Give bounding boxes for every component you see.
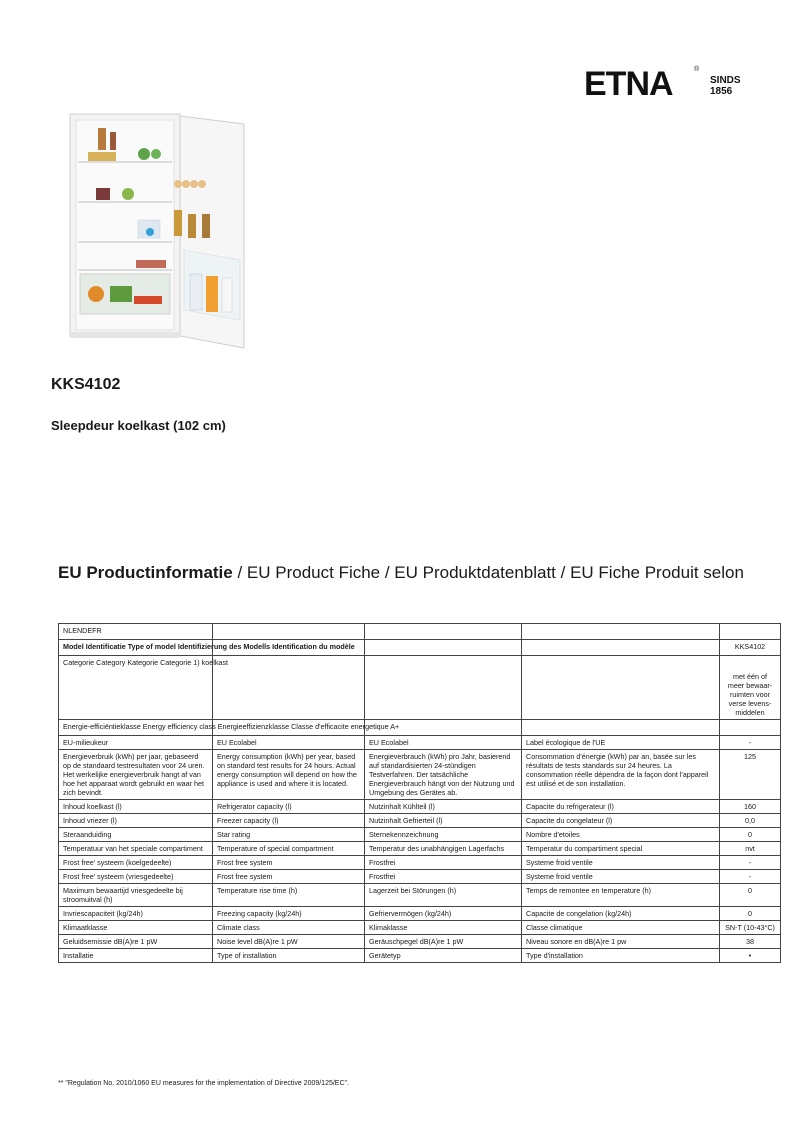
row-label-nl: Inhoud vriezer (l) — [59, 814, 213, 828]
row-value: 0,0 — [720, 814, 781, 828]
row-label-fr: Classe climatique — [522, 921, 720, 935]
row-label-nl: Energieverbruik (kWh) per jaar, gebaseerd op de standaard testresultaten voor 24 uren. Het werkelijke energieverbruik hangt af van hoe het apparaat wordt gebruikt en waar het zich bevindt. — [59, 750, 213, 800]
row-label-fr: Capacite de congelation (kg/24h) — [522, 907, 720, 921]
row-label-de: Gerätetyp — [365, 949, 522, 963]
row-label-nl: Frost free' systeem (vriesgedeelte) — [59, 870, 213, 884]
row-label-de: Geräuschpegel dB(A)re 1 pW — [365, 935, 522, 949]
row-label-en: Climate class — [213, 921, 365, 935]
row-label-fr: Systeme froid ventile — [522, 870, 720, 884]
row-label-en: Energy consumption (kWh) per year, based on standard test results for 24 hours. Actual energy consumption will depend on how the appliance is used and where it is located. — [213, 750, 365, 800]
category-label: Categorie Category Kategorie Categorie 1) koelkast — [59, 656, 213, 720]
row-label-fr: Capacite du congelateur (l) — [522, 814, 720, 828]
row-label-fr: Nombre d'etoiles — [522, 828, 720, 842]
row-value: • — [720, 949, 781, 963]
row-value: 125 — [720, 750, 781, 800]
fiche-data-rows — [59, 736, 781, 963]
product-code: KKS4102 — [51, 376, 121, 393]
row-label-nl: Klimaatklasse — [59, 921, 213, 935]
row-label-en: Refrigerator capacity (l) — [213, 800, 365, 814]
row-label-fr: Niveau sonore en dB(A)re 1 pw — [522, 935, 720, 949]
table-row — [59, 842, 781, 856]
row-label-nl: Temperatuur van het speciale compartiment — [59, 842, 213, 856]
table-row — [59, 800, 781, 814]
logo-since-year: 1856 — [710, 86, 733, 97]
table-row — [59, 856, 781, 870]
row-label-en: Frost free system — [213, 870, 365, 884]
language-codes: NLENDEFR — [59, 624, 213, 640]
row-label-en: Freezer capacity (l) — [213, 814, 365, 828]
product-image — [66, 110, 252, 354]
row-label-nl: Steraanduiding — [59, 828, 213, 842]
row-label-nl: Frost free' systeem (koelgedeelte) — [59, 856, 213, 870]
registered-mark: ® — [694, 66, 700, 73]
row-label-en: Frost free system — [213, 856, 365, 870]
row-label-de: Nutzinhalt Kühlteil (l) — [365, 800, 522, 814]
category-value-text: met één of meer bewaar-ruimten voor verse levens-middelen — [727, 672, 773, 717]
row-value: - — [720, 870, 781, 884]
row-label-fr: Temps de remontee en temperature (h) — [522, 884, 720, 907]
energy-class-label: Energie-efficiëntieklasse Energy efficiency class Energieeffizienzklasse Classe d'efficacite energetique A+ — [59, 720, 213, 736]
row-label-de: Frostfrei — [365, 870, 522, 884]
row-label-nl: EU-milieukeur — [59, 736, 213, 750]
row-label-en: EU Ecolabel — [213, 736, 365, 750]
table-row — [59, 870, 781, 884]
row-value: nvt — [720, 842, 781, 856]
row-value: 0 — [720, 884, 781, 907]
row-label-en: Temperature rise time (h) — [213, 884, 365, 907]
row-label-fr: Label écologique de l'UE — [522, 736, 720, 750]
category-value — [720, 656, 781, 720]
row-label-en: Temperature of special compartment — [213, 842, 365, 856]
row-label-fr: Type d'installation — [522, 949, 720, 963]
row-label-de: Lagerzeit bei Störungen (h) — [365, 884, 522, 907]
row-label-fr: Capacite du refrigerateur (l) — [522, 800, 720, 814]
row-label-de: Sternekennzeichnung — [365, 828, 522, 842]
table-row — [59, 736, 781, 750]
row-label-de: Nutzinhalt Gefrierteil (l) — [365, 814, 522, 828]
row-label-nl: Maximum bewaartijd vriesgedeelte bij stroomuitval (h) — [59, 884, 213, 907]
row-label-de: Klimaklasse — [365, 921, 522, 935]
logo-since-label: SINDS — [710, 75, 741, 86]
table-row — [59, 921, 781, 935]
table-row — [59, 828, 781, 842]
model-row — [59, 640, 781, 656]
row-label-fr: Temperatur du compartiment special — [522, 842, 720, 856]
row-label-en: Noise level dB(A)re 1 pW — [213, 935, 365, 949]
table-row — [59, 907, 781, 921]
logo-since — [710, 75, 741, 97]
row-value: - — [720, 856, 781, 870]
row-value: 38 — [720, 935, 781, 949]
row-label-fr: Consommation d'énergie (kWh) par an, basée sur les résultats de tests standards sur 24 heures. La consommation réelle dépendra de la façon dont l'appareil est utilisé et de son installation. — [522, 750, 720, 800]
row-label-de: EU Ecolabel — [365, 736, 522, 750]
row-label-en: Freezing capacity (kg/24h) — [213, 907, 365, 921]
brand-logo — [584, 66, 754, 106]
row-value: 0 — [720, 907, 781, 921]
row-label-en: Star rating — [213, 828, 365, 842]
row-label-nl: Invriescapaciteit (kg/24h) — [59, 907, 213, 921]
row-value: SN-T (10-43°C) — [720, 921, 781, 935]
row-value: 0 — [720, 828, 781, 842]
row-label-fr: Systeme froid ventile — [522, 856, 720, 870]
language-row — [59, 624, 781, 640]
row-value: 160 — [720, 800, 781, 814]
fiche-title-bold: EU Productinformatie — [58, 563, 233, 582]
product-description: Sleepdeur koelkast (102 cm) — [51, 418, 226, 433]
row-label-nl: Geluidsemissie dB(A)re 1 pW — [59, 935, 213, 949]
footnote: ** "Regulation No. 2010/1060 EU measures for the implementation of Directive 2009/125/EC". — [58, 1080, 349, 1087]
table-row — [59, 814, 781, 828]
row-label-de: Frostfrei — [365, 856, 522, 870]
model-label: Model Identificatie Type of model Identifizierung des Modells Identification du modèle — [59, 640, 213, 656]
model-value: KKS4102 — [720, 640, 781, 656]
row-label-nl: Installatie — [59, 949, 213, 963]
fiche-title — [58, 563, 744, 583]
fiche-title-rest: / EU Product Fiche / EU Produktdatenblatt / EU Fiche Produit selon — [232, 563, 744, 582]
table-row — [59, 750, 781, 800]
row-value: - — [720, 736, 781, 750]
table-row — [59, 884, 781, 907]
row-label-de: Energieverbrauch (kWh) pro Jahr, basierend auf standardisierten 24-stündigen Testverfahren. Der tatsächliche Energieverbrauch hängt von der Nutzung und Umgebung des Gerätes ab. — [365, 750, 522, 800]
table-row — [59, 935, 781, 949]
logo-wordmark: ETNA — [584, 65, 673, 103]
product-fiche-table — [58, 623, 781, 963]
row-label-de: Gefriervermögen (kg/24h) — [365, 907, 522, 921]
row-label-de: Temperatur des unabhängigen Lagerfachs — [365, 842, 522, 856]
row-label-en: Type of installation — [213, 949, 365, 963]
category-row — [59, 656, 781, 720]
energy-class-row — [59, 720, 781, 736]
table-row — [59, 949, 781, 963]
row-label-nl: Inhoud koelkast (l) — [59, 800, 213, 814]
energy-class-value — [720, 720, 781, 736]
